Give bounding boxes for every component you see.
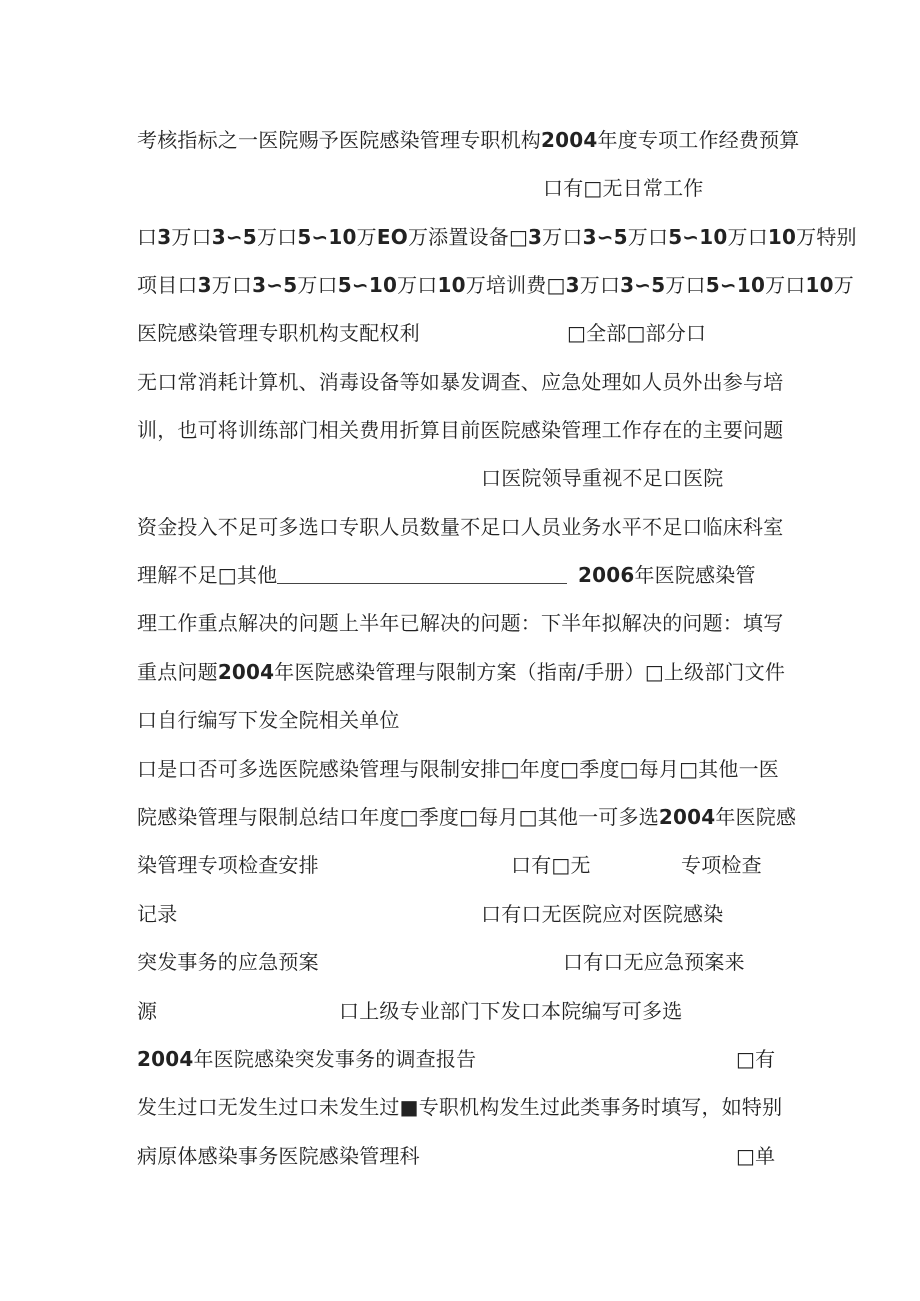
text-line: 口医院领导重视不足口医院 xyxy=(481,466,724,490)
text-line: 资金投入不足可多选口专职人员数量不足口人员业务水平不足口临床科室 xyxy=(137,515,784,539)
fill-in-blank xyxy=(277,563,567,584)
text-line: 记录 xyxy=(137,902,178,926)
text-line: 染管理专项检查安排 xyxy=(137,853,319,877)
text-line: 口有口无应急预案来 xyxy=(563,950,745,974)
text-line: 口3万口3∽5万口5∽10万EO万添置设备□3万口3∽5万口5∽10万口10万特别 xyxy=(137,225,857,249)
text-line: □全部□部分口 xyxy=(567,321,707,345)
text-line: 专项检查 xyxy=(681,853,762,877)
text-line: 医院感染管理专职机构支配权利 xyxy=(137,321,420,345)
text-line: 口有口无医院应对医院感染 xyxy=(481,902,724,926)
text-line: 重点问题2004年医院感染管理与限制方案（指南/手册）□上级部门文件 xyxy=(137,660,786,684)
text-line: □单 xyxy=(736,1144,776,1168)
text-line: 训，也可将训练部门相关费用折算目前医院感染管理工作存在的主要问题 xyxy=(137,418,784,442)
text-line: 突发事务的应急预案 xyxy=(137,950,319,974)
text-line: 发生过口无发生过口未发生过■专职机构发生过此类事务时填写，如特别 xyxy=(137,1095,783,1119)
text-line: 院感染管理与限制总结口年度□季度□每月□其他一可多选2004年医院感 xyxy=(137,805,797,829)
text-line: 考核指标之一医院赐予医院感染管理专职机构2004年度专项工作经费预算 xyxy=(137,128,800,152)
text-line: 项目口3万口3∽5万口5∽10万口10万培训费□3万口3∽5万口5∽10万口10万 xyxy=(137,273,854,297)
text-line: 口上级专业部门下发口本院编写可多选 xyxy=(339,999,683,1023)
text-line: 2006年医院感染管 xyxy=(578,563,756,587)
text-line: 2004年医院感染突发事务的调查报告 xyxy=(137,1047,477,1071)
text-line: 病原体感染事务医院感染管理科 xyxy=(137,1144,420,1168)
text-line: 理工作重点解决的问题上半年已解决的问题：下半年拟解决的问题：填写 xyxy=(137,611,784,635)
text-line: □有 xyxy=(736,1047,776,1071)
text-line: 口自行编写下发全院相关单位 xyxy=(137,708,400,732)
text-line: 口是口否可多选医院感染管理与限制安排□年度□季度□每月□其他一医 xyxy=(137,757,779,781)
text-line: 源 xyxy=(137,999,158,1023)
text-line: 口有□无日常工作 xyxy=(543,176,704,200)
text-line: 无口常消耗计算机、消毒设备等如暴发调查、应急处理如人员外出参与培 xyxy=(137,370,784,394)
text-line: 口有□无 xyxy=(511,853,591,877)
text-line: 理解不足□其他 xyxy=(137,562,567,588)
